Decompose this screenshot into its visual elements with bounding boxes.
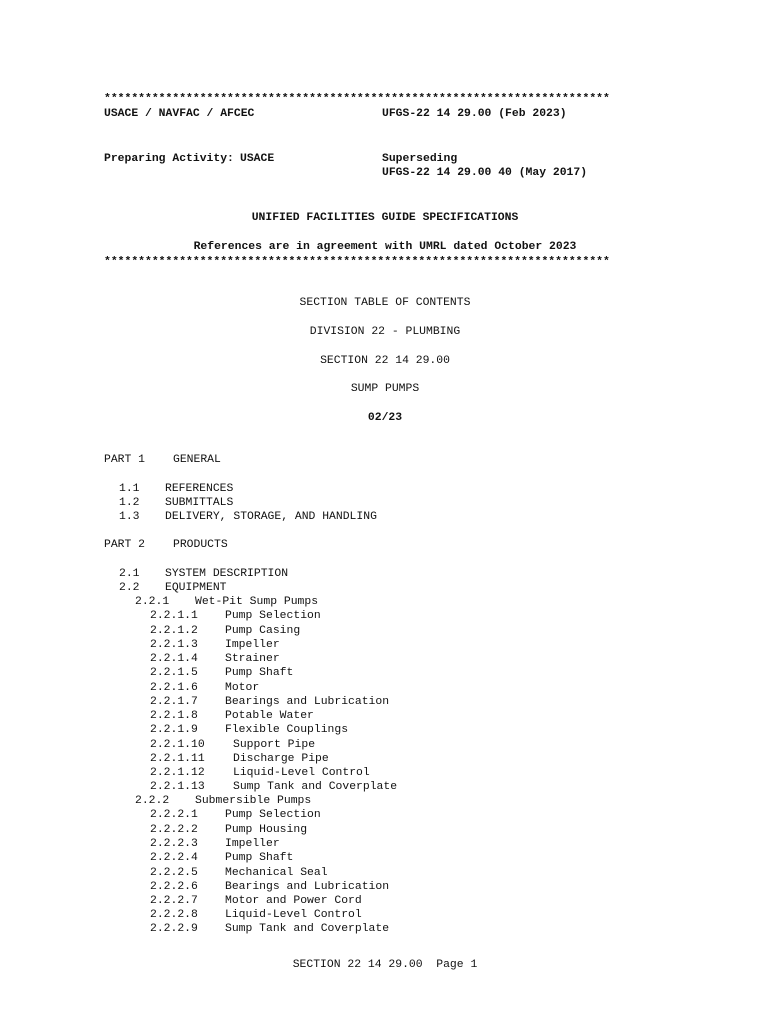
toc-entry-title: Liquid-Level Control bbox=[233, 767, 370, 779]
toc-entry-number: 2.2.1.11 bbox=[150, 753, 205, 765]
toc-entry-title: Bearings and Lubrication bbox=[225, 696, 390, 708]
toc-entry-number: 2.1 bbox=[119, 568, 140, 580]
toc-entry-number: 1.1 bbox=[119, 483, 140, 495]
toc-entry-number: 2.2.1.1 bbox=[150, 610, 198, 622]
toc-entry-title: Impeller bbox=[225, 838, 280, 850]
toc-entry-title: Bearings and Lubrication bbox=[225, 881, 390, 893]
toc-entry-title: Sump Tank and Coverplate bbox=[233, 781, 398, 793]
toc-entry-number: 2.2.1.3 bbox=[150, 639, 198, 651]
toc-entry-number: 2.2.2.9 bbox=[150, 923, 198, 935]
toc-entry-title: Wet-Pit Sump Pumps bbox=[195, 596, 319, 608]
toc-entry-number: 2.2.2.3 bbox=[150, 838, 198, 850]
org-line: USACE / NAVFAC / AFCEC bbox=[104, 108, 255, 120]
division-line: DIVISION 22 - PLUMBING bbox=[309, 326, 461, 338]
toc-entry-number: 2.2.2.5 bbox=[150, 867, 198, 879]
toc-entry-title: SYSTEM DESCRIPTION bbox=[165, 568, 289, 580]
preparing-activity-label: Preparing Activity: bbox=[104, 153, 234, 165]
toc-entry-number: 2.2.1.13 bbox=[150, 781, 205, 793]
superseding-label: Superseding bbox=[382, 153, 458, 165]
toc-part-number: PART 2 bbox=[104, 539, 146, 551]
toc-entry-title: Pump Shaft bbox=[225, 667, 294, 679]
toc-entry-number: 2.2.1.9 bbox=[150, 724, 198, 736]
toc-entry-number: 2.2.1 bbox=[135, 596, 170, 608]
stars-bottom: ************************************************************************** bbox=[104, 256, 610, 268]
toc-entry-number: 1.2 bbox=[119, 497, 140, 509]
toc-entry-number: 2.2.1.10 bbox=[150, 739, 205, 751]
toc-entry-title: Liquid-Level Control bbox=[225, 909, 362, 921]
section-name: SUMP PUMPS bbox=[350, 383, 420, 395]
toc-entry-title: Motor and Power Cord bbox=[225, 895, 362, 907]
superseding-value: UFGS-22 14 29.00 40 (May 2017) bbox=[382, 167, 588, 179]
toc-entry-title: Potable Water bbox=[225, 710, 314, 722]
toc-entry-title: Discharge Pipe bbox=[233, 753, 329, 765]
page-footer: SECTION 22 14 29.00 Page 1 bbox=[292, 959, 478, 971]
toc-entry-title: Pump Selection bbox=[225, 610, 321, 622]
toc-entry-title: Strainer bbox=[225, 653, 280, 665]
toc-entry-title: REFERENCES bbox=[165, 483, 234, 495]
toc-part-title: PRODUCTS bbox=[173, 539, 228, 551]
toc-entry-number: 2.2.1.8 bbox=[150, 710, 198, 722]
references-note: References are in agreement with UMRL dated October 2023 bbox=[193, 241, 577, 253]
toc-entry-title: Impeller bbox=[225, 639, 280, 651]
toc-entry-number: 1.3 bbox=[119, 511, 140, 523]
toc-entry-title: Support Pipe bbox=[233, 739, 316, 751]
toc-entry-number: 2.2.1.6 bbox=[150, 682, 198, 694]
toc-entry-number: 2.2 bbox=[119, 582, 140, 594]
toc-part-title: GENERAL bbox=[173, 454, 221, 466]
section-date: 02/23 bbox=[367, 412, 403, 424]
toc-entry-number: 2.2.1.7 bbox=[150, 696, 198, 708]
toc-entry-title: Sump Tank and Coverplate bbox=[225, 923, 390, 935]
toc-entry-number: 2.2.1.4 bbox=[150, 653, 198, 665]
stars-top: ************************************************************************** bbox=[104, 93, 610, 105]
ufgs-number: UFGS-22 14 29.00 (Feb 2023) bbox=[382, 108, 567, 120]
document-title: UNIFIED FACILITIES GUIDE SPECIFICATIONS bbox=[251, 212, 519, 224]
toc-entry-number: 2.2.2.4 bbox=[150, 852, 198, 864]
toc-entry-title: Submersible Pumps bbox=[195, 795, 312, 807]
toc-entry-title: Pump Casing bbox=[225, 625, 301, 637]
toc-entry-title: Pump Selection bbox=[225, 809, 321, 821]
toc-entry-number: 2.2.2.6 bbox=[150, 881, 198, 893]
toc-entry-title: Flexible Couplings bbox=[225, 724, 349, 736]
toc-entry-title: SUBMITTALS bbox=[165, 497, 234, 509]
toc-entry-title: Motor bbox=[225, 682, 260, 694]
toc-entry-title: Pump Shaft bbox=[225, 852, 294, 864]
toc-heading: SECTION TABLE OF CONTENTS bbox=[299, 297, 471, 309]
toc-entry-number: 2.2.1.2 bbox=[150, 625, 198, 637]
section-number: SECTION 22 14 29.00 bbox=[320, 355, 450, 367]
toc-entry-number: 2.2.1.12 bbox=[150, 767, 205, 779]
toc-entry-number: 2.2.1.5 bbox=[150, 667, 198, 679]
toc-entry-number: 2.2.2.1 bbox=[150, 809, 198, 821]
toc-part-number: PART 1 bbox=[104, 454, 146, 466]
toc-entry-number: 2.2.2.2 bbox=[150, 824, 198, 836]
preparing-activity-value: USACE bbox=[240, 153, 275, 165]
toc-entry-title: Pump Housing bbox=[225, 824, 308, 836]
toc-entry-title: EQUIPMENT bbox=[165, 582, 227, 594]
toc-entry-number: 2.2.2.7 bbox=[150, 895, 198, 907]
toc-entry-title: DELIVERY, STORAGE, AND HANDLING bbox=[165, 511, 377, 523]
toc-entry-number: 2.2.2 bbox=[135, 795, 170, 807]
toc-entry-number: 2.2.2.8 bbox=[150, 909, 198, 921]
toc-entry-title: Mechanical Seal bbox=[225, 867, 328, 879]
